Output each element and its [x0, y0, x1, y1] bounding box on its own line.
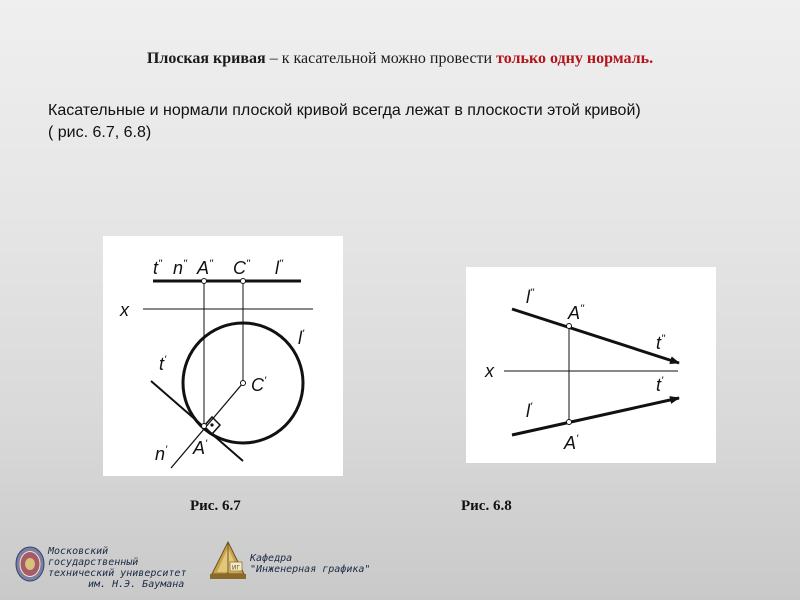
point-c-frontal — [241, 279, 246, 284]
figure-6-7-caption: Рис. 6.7 — [190, 498, 241, 514]
department-line-2: "Инженерная графика" — [250, 564, 371, 575]
paragraph-line-1: Касательные и нормали плоской кривой всегда лежат в плоскости этой кривой) — [48, 102, 641, 119]
label-n-frontal: n" — [173, 258, 187, 278]
paragraph-line-2: ( рис. 6.7, 6.8) — [48, 124, 152, 141]
label-t-frontal-2: t" — [656, 333, 665, 353]
department-line-1: Кафедра — [250, 553, 293, 564]
line-l-t-horizontal — [512, 398, 679, 435]
label-x-axis-2: x — [485, 361, 494, 381]
point-a-frontal-2 — [567, 324, 572, 329]
label-x-axis: x — [120, 300, 129, 320]
department-logo-badge: ИГ — [231, 564, 241, 572]
figure-6-7-drawing — [103, 236, 343, 476]
label-a-frontal: A" — [197, 258, 213, 278]
heading-red-text: только одну нормаль. — [496, 50, 654, 67]
label-t-frontal: t" — [153, 258, 162, 278]
university-name — [48, 546, 198, 590]
point-a-horizontal-2 — [567, 420, 572, 425]
heading-bold-term: Плоская кривая — [146, 50, 266, 67]
university-line-2: технический университет — [48, 568, 187, 579]
label-c-horizontal: C' — [251, 375, 267, 395]
figure-6-7 — [103, 236, 343, 476]
point-c-horizontal — [241, 381, 246, 386]
university-crest-icon — [14, 546, 46, 582]
body-paragraph — [48, 100, 758, 144]
university-line-3: им. Н.Э. Баумана — [88, 579, 185, 590]
label-l-frontal-2: l" — [526, 287, 534, 307]
label-n-horizontal: n' — [155, 444, 168, 464]
heading-middle-text: – к касательной можно провести — [265, 50, 497, 67]
label-l-horizontal: l' — [298, 328, 305, 348]
department-logo-icon — [208, 540, 248, 582]
department-name — [250, 553, 370, 575]
label-c-frontal: C" — [233, 258, 250, 278]
slide-heading — [0, 50, 800, 68]
label-l-horizontal-2: l' — [526, 401, 533, 421]
normal-n-line — [171, 383, 243, 468]
right-angle-dot — [210, 423, 213, 426]
label-a-horizontal: A' — [193, 438, 208, 458]
figure-6-8-caption: Рис. 6.8 — [461, 498, 512, 514]
point-a-horizontal — [202, 424, 207, 429]
label-a-frontal-2: A" — [568, 303, 584, 323]
university-line-1: Московский государственный — [48, 546, 139, 568]
label-l-frontal: l" — [275, 258, 283, 278]
point-a-frontal — [202, 279, 207, 284]
figure-6-8-drawing — [466, 267, 716, 463]
label-t-horizontal-2: t' — [656, 375, 664, 395]
label-t-horizontal: t' — [159, 354, 167, 374]
label-a-horizontal-2: A' — [564, 433, 579, 453]
line-l-t-frontal — [512, 309, 679, 363]
figure-6-8 — [466, 267, 716, 463]
